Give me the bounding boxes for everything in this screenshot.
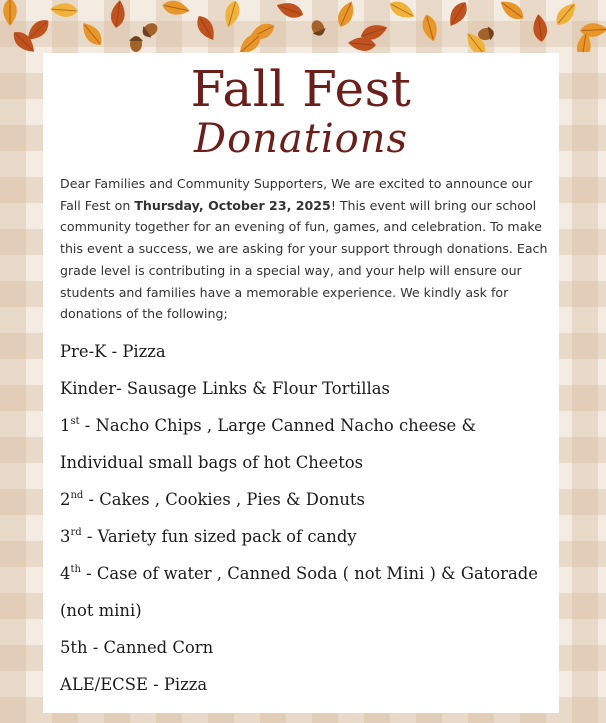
autumn-leaf-icon bbox=[386, 0, 417, 23]
intro-text-end: ! This event will bring our school community together for an evening of fun, games, and celebration. To make this event a success, we are asking for your support through donations. Each grade level is contributing in a special way, and your help will ensure our students and families have a memorable experience. We kindly ask for donations of the following; bbox=[60, 197, 548, 322]
donation-text: - Cakes , Cookies , Pies & Donuts bbox=[83, 490, 365, 509]
donation-item-5th bbox=[60, 633, 550, 670]
donation-list bbox=[60, 337, 550, 707]
donation-item-ale-ecse bbox=[60, 670, 550, 707]
autumn-leaf-icon bbox=[161, 0, 191, 18]
grade-label: 2 bbox=[60, 490, 71, 509]
autumn-leaf-icon bbox=[552, 0, 580, 29]
flyer-card bbox=[43, 53, 559, 713]
donation-item-4th-continued bbox=[60, 596, 550, 633]
autumn-leaf-icon bbox=[78, 19, 106, 49]
donation-item-1st-continued bbox=[60, 448, 550, 485]
grade-label: Kinder- Sausage Links & Flour Tortillas bbox=[60, 379, 390, 398]
autumn-leaf-icon bbox=[222, 0, 243, 29]
autumn-leaf-icon bbox=[532, 13, 549, 42]
donation-item-4th bbox=[60, 559, 550, 596]
donation-item-prek bbox=[60, 337, 550, 374]
acorn-icon bbox=[139, 20, 160, 41]
autumn-leaf-icon bbox=[334, 0, 358, 30]
donation-item-3rd bbox=[60, 522, 550, 559]
grade-label: 1 bbox=[60, 416, 71, 435]
autumn-leaf-icon bbox=[3, 0, 17, 26]
autumn-leaves-border bbox=[0, 0, 606, 52]
autumn-leaf-icon bbox=[109, 0, 126, 29]
ordinal-suffix: th bbox=[70, 564, 81, 575]
intro-paragraph bbox=[60, 173, 548, 325]
grade-label: 5th - Canned Corn bbox=[60, 638, 214, 657]
autumn-leaf-icon bbox=[193, 13, 219, 44]
donation-text: - Pizza bbox=[106, 342, 166, 361]
donation-text: - Case of water , Canned Soda ( not Mini ) & Gatorade bbox=[80, 564, 538, 583]
autumn-leaf-icon bbox=[50, 2, 79, 17]
autumn-leaf-icon bbox=[445, 0, 471, 29]
acorn-icon bbox=[308, 18, 327, 38]
page-subtitle: Donations bbox=[194, 116, 408, 162]
grade-label: ALE/ECSE - Pizza bbox=[60, 675, 208, 694]
donation-text: - Variety fun sized pack of candy bbox=[81, 527, 357, 546]
event-date: Thursday, October 23, 2025 bbox=[134, 197, 331, 213]
donation-text: - Nacho Chips , Large Canned Nacho cheese & bbox=[79, 416, 477, 435]
ordinal-suffix: st bbox=[70, 416, 80, 427]
autumn-leaf-icon bbox=[497, 0, 528, 24]
grade-label: 3 bbox=[60, 527, 71, 546]
autumn-leaf-icon bbox=[275, 0, 306, 21]
donation-item-1st bbox=[60, 411, 550, 448]
donation-text: Individual small bags of hot Cheetos bbox=[60, 453, 364, 472]
ordinal-suffix: nd bbox=[70, 490, 84, 501]
grade-label: 4 bbox=[60, 564, 71, 583]
page-title: Fall Fest bbox=[190, 60, 412, 118]
intro-text-start: Dear Families and Community Supporters, We are excited to announce our Fall Fest on bbox=[60, 176, 533, 213]
donation-item-2nd bbox=[60, 485, 550, 522]
autumn-leaf-icon bbox=[420, 13, 440, 44]
donation-item-kinder bbox=[60, 374, 550, 411]
donation-text: (not mini) bbox=[60, 601, 142, 620]
ordinal-suffix: rd bbox=[70, 527, 82, 538]
grade-label: Pre-K bbox=[60, 342, 107, 361]
acorn-icon bbox=[129, 36, 143, 52]
